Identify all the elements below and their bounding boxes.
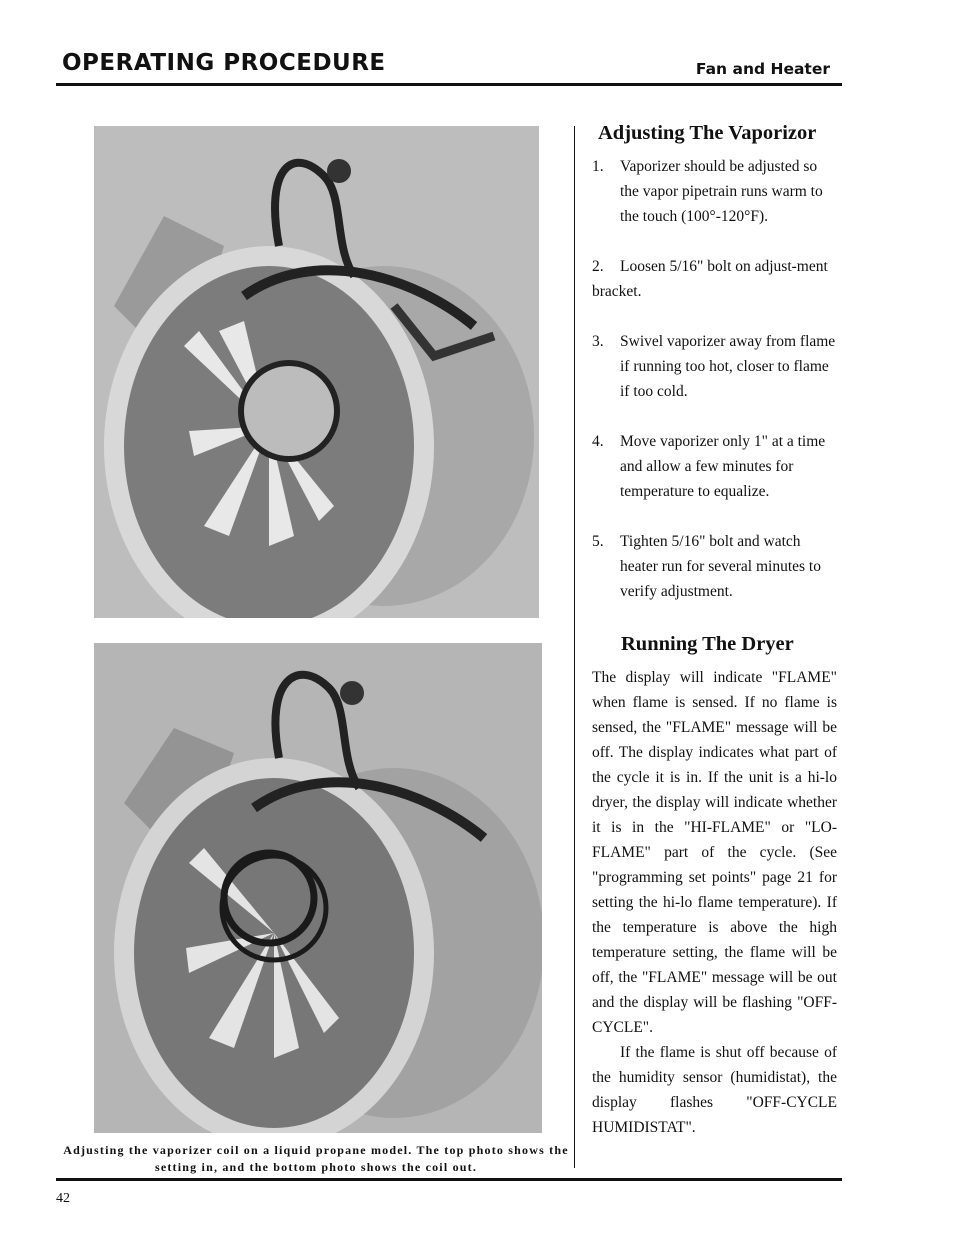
list-item [592, 154, 837, 229]
section-subtitle: Fan and Heater [695, 60, 830, 78]
photo-vaporizer-coil-out [94, 643, 542, 1133]
step-number: 1. [592, 158, 604, 175]
vaporizer-steps [592, 154, 837, 604]
column-divider [574, 126, 575, 1168]
dryer-heading: Running The Dryer [621, 633, 794, 655]
page-number: 42 [56, 1191, 70, 1206]
photo-caption: Adjusting the vaporizer coil on a liquid propane model. The top photo shows the setting in, and the bottom photo shows the coil out. [63, 1143, 569, 1174]
step-text: Vaporizer should be adjusted so the vapor pipetrain runs warm to the touch (100°-120°F). [620, 158, 823, 225]
list-item [592, 429, 837, 504]
step-text: Move vaporizer only 1" at a time and allow a few minutes for temperature to equalize. [620, 433, 826, 500]
step-text: Loosen 5/16" bolt on adjust-ment bracket. [592, 258, 828, 300]
step-number: 4. [592, 433, 604, 450]
dryer-paragraph-1: The display will indicate "FLAME" when flame is sensed. If no flame is sensed, the "FLAME" message will be off. The display indicates what part of the cycle it is in. If the unit is a hi-lo dryer, the display will indicate whether it is in the "HI-FLAME" or "LO-FLAME" part of the cycle. (See "programming set points" page 21 for setting the hi-lo flame temperature). If the temperature is above the high temperature setting, the flame will be off, the "FLAME" message will be out and the display will be flashing "OFF-CYCLE". [592, 669, 837, 1036]
step-number: 2. [592, 258, 604, 275]
right-column [592, 118, 837, 1140]
list-item [592, 254, 837, 304]
step-text: Swivel vaporizer away from flame if running too hot, closer to flame if too cold. [620, 333, 836, 400]
footer-rule [56, 1178, 842, 1181]
step-text: Tighten 5/16" bolt and watch heater run for several minutes to verify adjustment. [620, 533, 821, 600]
list-item [592, 529, 837, 604]
page-title: OPERATING PROCEDURE [62, 50, 386, 76]
step-number: 5. [592, 533, 604, 550]
list-item [592, 329, 837, 404]
photo-vaporizer-coil-in [94, 126, 539, 618]
dryer-paragraph-2: If the flame is shut off because of the humidity sensor (humidistat), the display flashes "OFF-CYCLE HUMIDISTAT". [592, 1044, 837, 1136]
step-number: 3. [592, 333, 604, 350]
vaporizer-heading: Adjusting The Vaporizor [598, 122, 817, 144]
header-rule [56, 83, 842, 86]
